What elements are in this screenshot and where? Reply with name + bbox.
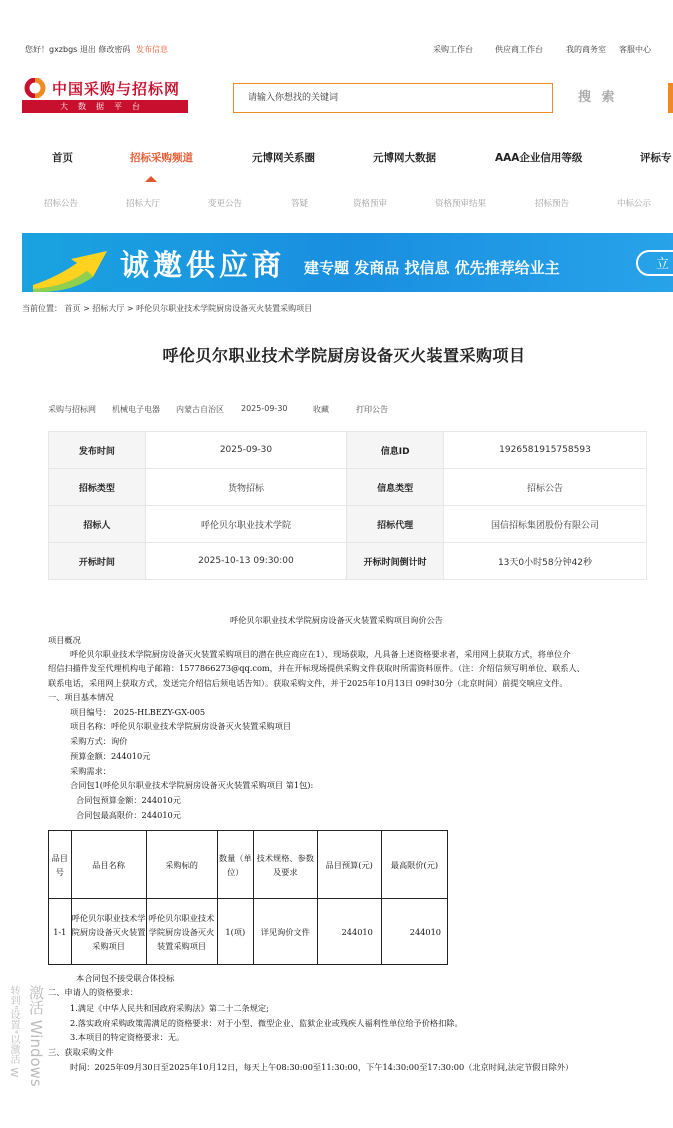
doc-consortium-note: 本合同包不接受联合体投标 xyxy=(76,973,175,983)
supplier-workbench-link[interactable]: 供应商工作台 xyxy=(495,45,543,54)
banner-button[interactable]: 立 xyxy=(636,250,673,276)
doc-basic-line: 采购方式：询价 xyxy=(70,736,128,746)
items-header: 品目名称 xyxy=(71,831,146,899)
info-row xyxy=(49,432,647,469)
banner-subtitle: 建专题 发商品 找信息 优先推荐给业主 xyxy=(304,259,560,277)
logo-tagline: 大数据平台 xyxy=(22,100,188,113)
search-button-edge xyxy=(668,83,673,113)
doc-package-budget: 合同包预算金额：244010元 xyxy=(76,795,181,805)
info-value: 1926581915758593 xyxy=(443,432,646,469)
info-value: 13天0小时58分钟42秒 xyxy=(443,543,646,580)
items-cell: 详见询价文件 xyxy=(254,899,318,965)
info-value: 呼伦贝尔职业技术学院 xyxy=(145,506,347,543)
doc-section-heading: 三、获取采购文件 xyxy=(48,1047,114,1057)
items-header: 品目号 xyxy=(49,831,72,899)
doc-title: 呼伦贝尔职业技术学院厨房设备灭火装置采购项目询价公告 xyxy=(230,615,443,625)
nav-bidding-channel[interactable]: 招标采购频道 xyxy=(130,152,193,164)
top-bar xyxy=(0,38,673,60)
arrow-graphic-icon xyxy=(27,233,117,292)
doc-overview-heading: 项目概况 xyxy=(48,635,81,645)
info-value: 2025-10-13 09:30:00 xyxy=(145,543,347,580)
doc-basic-line: 项目编号： 2025-HLBEZY-GX-005 xyxy=(70,707,206,717)
doc-overview-line: 呼伦贝尔职业技术学院厨房设备灭火装置采购项目的潜在供应商应在1）、现场获取，凡具备上述资格要求者，采用网上获取方式，将单位介 xyxy=(70,649,571,659)
nav-home[interactable]: 首页 xyxy=(52,152,73,164)
meta-category: 机械电子电器 xyxy=(112,405,160,414)
info-row xyxy=(49,543,647,580)
nav-credit-rating[interactable]: AAA企业信用等级 xyxy=(495,152,583,164)
print-button[interactable]: 打印公告 xyxy=(356,405,388,414)
logo-mark-icon xyxy=(22,78,48,98)
subnav-prequal-result[interactable]: 资格预审结果 xyxy=(435,199,487,209)
info-label: 招标类型 xyxy=(49,469,146,506)
subnav-tender-preview[interactable]: 招标预告 xyxy=(535,199,570,209)
items-cell: 244010 xyxy=(381,899,447,965)
info-label: 信息类型 xyxy=(347,469,444,506)
search-button[interactable]: 搜 索 xyxy=(556,83,673,113)
items-cell: 244010 xyxy=(317,899,381,965)
site-logo[interactable] xyxy=(22,78,190,116)
doc-package-max: 合同包最高限价：244010元 xyxy=(76,810,181,820)
doc-package-line: 合同包1(呼伦贝尔职业技术学院厨房设备灭火装置采购项目 第1包): xyxy=(70,780,314,790)
info-table xyxy=(48,431,647,580)
table-row xyxy=(49,899,448,965)
publish-info-link[interactable]: 发布信息 xyxy=(136,45,168,54)
meta-region: 内蒙古自治区 xyxy=(176,405,224,414)
nav-big-data[interactable]: 元博网大数据 xyxy=(373,152,436,164)
service-center-link[interactable]: 客服中心 xyxy=(619,45,651,54)
info-value: 国信招标集团股份有限公司 xyxy=(443,506,646,543)
info-label: 招标代理 xyxy=(347,506,444,543)
meta-date: 2025-09-30 xyxy=(241,404,288,413)
info-value: 招标公告 xyxy=(443,469,646,506)
doc-overview-line: 联系电话，采用网上获取方式，发送完介绍信后须电话告知）。获取采购文件，并于2025年10月13日 09时30分（北京时间）前提交响应文件。 xyxy=(48,678,568,688)
watermark-line-1: 激活 Windows xyxy=(27,985,45,1087)
items-header: 品目预算(元) xyxy=(317,831,381,899)
breadcrumb[interactable]: 当前位置： 首页 > 招标大厅 > 呼伦贝尔职业技术学院厨房设备灭火装置采购项目 xyxy=(22,304,313,313)
info-label: 开标时间倒计时 xyxy=(347,543,444,580)
items-header: 技术规格、参数及要求 xyxy=(254,831,318,899)
info-label: 发布时间 xyxy=(49,432,146,469)
items-cell: 1(项) xyxy=(217,899,254,965)
doc-requirement: 3.本项目的特定资格要求：无。 xyxy=(70,1032,185,1042)
subnav-qa[interactable]: 答疑 xyxy=(291,199,309,209)
info-value: 货物招标 xyxy=(145,469,347,506)
subnav-tender-hall[interactable]: 招标大厅 xyxy=(126,199,161,209)
banner-title: 诚邀供应商 xyxy=(120,248,286,282)
doc-basic-line: 预算金额：244010元 xyxy=(70,751,151,761)
info-label: 开标时间 xyxy=(49,543,146,580)
sub-nav xyxy=(0,194,673,212)
logo-name: 中国采购与招标网 xyxy=(52,80,181,98)
doc-section-heading: 二、申请人的资格要求： xyxy=(48,987,139,997)
doc-basic-line: 采购需求： xyxy=(70,766,111,776)
items-cell: 呼伦贝尔职业技术学院厨房设备灭火装置采购项目 xyxy=(71,899,146,965)
subnav-tender-notice[interactable]: 招标公告 xyxy=(44,199,79,209)
items-cell: 呼伦贝尔职业技术学院厨房设备灭火装置采购项目 xyxy=(146,899,217,965)
subnav-award-notice[interactable]: 中标公示 xyxy=(617,199,652,209)
nav-relations[interactable]: 元博网关系圈 xyxy=(252,152,315,164)
items-header: 最高限价(元) xyxy=(381,831,447,899)
info-label: 招标人 xyxy=(49,506,146,543)
info-row xyxy=(49,469,647,506)
doc-section-heading: 一、项目基本情况 xyxy=(48,692,114,702)
windows-activation-watermark xyxy=(2,985,48,1128)
subnav-prequalification[interactable]: 资格预审 xyxy=(353,199,388,209)
items-cell: 1-1 xyxy=(49,899,72,965)
info-value: 2025-09-30 xyxy=(145,432,347,469)
doc-overview-line: 绍信扫描件发至代理机构电子邮箱：1577866273@qq.com，并在开标现场提供采购文件获取时所需资料原件。（注：介绍信须写明单位、联系人、 xyxy=(48,663,585,673)
user-greeting[interactable]: 您好！gxzbgs 退出 修改密码 xyxy=(25,45,131,54)
info-row xyxy=(49,506,647,543)
favorite-button[interactable]: 收藏 xyxy=(313,405,329,414)
doc-requirement: 1.满足《中华人民共和国政府采购法》第二十二条规定; xyxy=(70,1003,269,1013)
doc-requirement: 2.落实政府采购政策需满足的资格要求：对于小型、微型企业、监狱企业或残疾人福利性单位给予价格扣除。 xyxy=(70,1018,463,1028)
business-room-link[interactable]: 我的商务室 xyxy=(566,45,606,54)
watermark-line-2: 转到"设置"以激活 W xyxy=(8,985,19,1078)
nav-evaluation[interactable]: 评标专 xyxy=(640,152,672,164)
items-header: 采购标的 xyxy=(146,831,217,899)
purchase-workbench-link[interactable]: 采购工作台 xyxy=(433,45,473,54)
doc-time-line: 时间：2025年09月30日至2025年10月12日，每天上午08:30:00至11:30:00，下午14:30:00至17:30:00（北京时间,法定节假日除外） xyxy=(70,1062,574,1072)
supplier-banner[interactable] xyxy=(22,233,673,292)
items-table xyxy=(48,830,448,965)
subnav-change-notice[interactable]: 变更公告 xyxy=(208,199,243,209)
page-title: 呼伦贝尔职业技术学院厨房设备灭火装置采购项目 xyxy=(162,346,526,365)
notice-meta xyxy=(0,403,673,417)
search-input[interactable]: 请输入你想找的关键词 xyxy=(233,83,553,113)
items-header: 数量（单位） xyxy=(217,831,254,899)
doc-basic-line: 项目名称：呼伦贝尔职业技术学院厨房设备灭火装置采购项目 xyxy=(70,721,292,731)
items-header-row xyxy=(49,831,448,899)
info-label: 信息ID xyxy=(347,432,444,469)
active-nav-caret-icon xyxy=(145,176,157,182)
meta-source: 采购与招标网 xyxy=(48,405,96,414)
main-nav xyxy=(0,146,673,170)
